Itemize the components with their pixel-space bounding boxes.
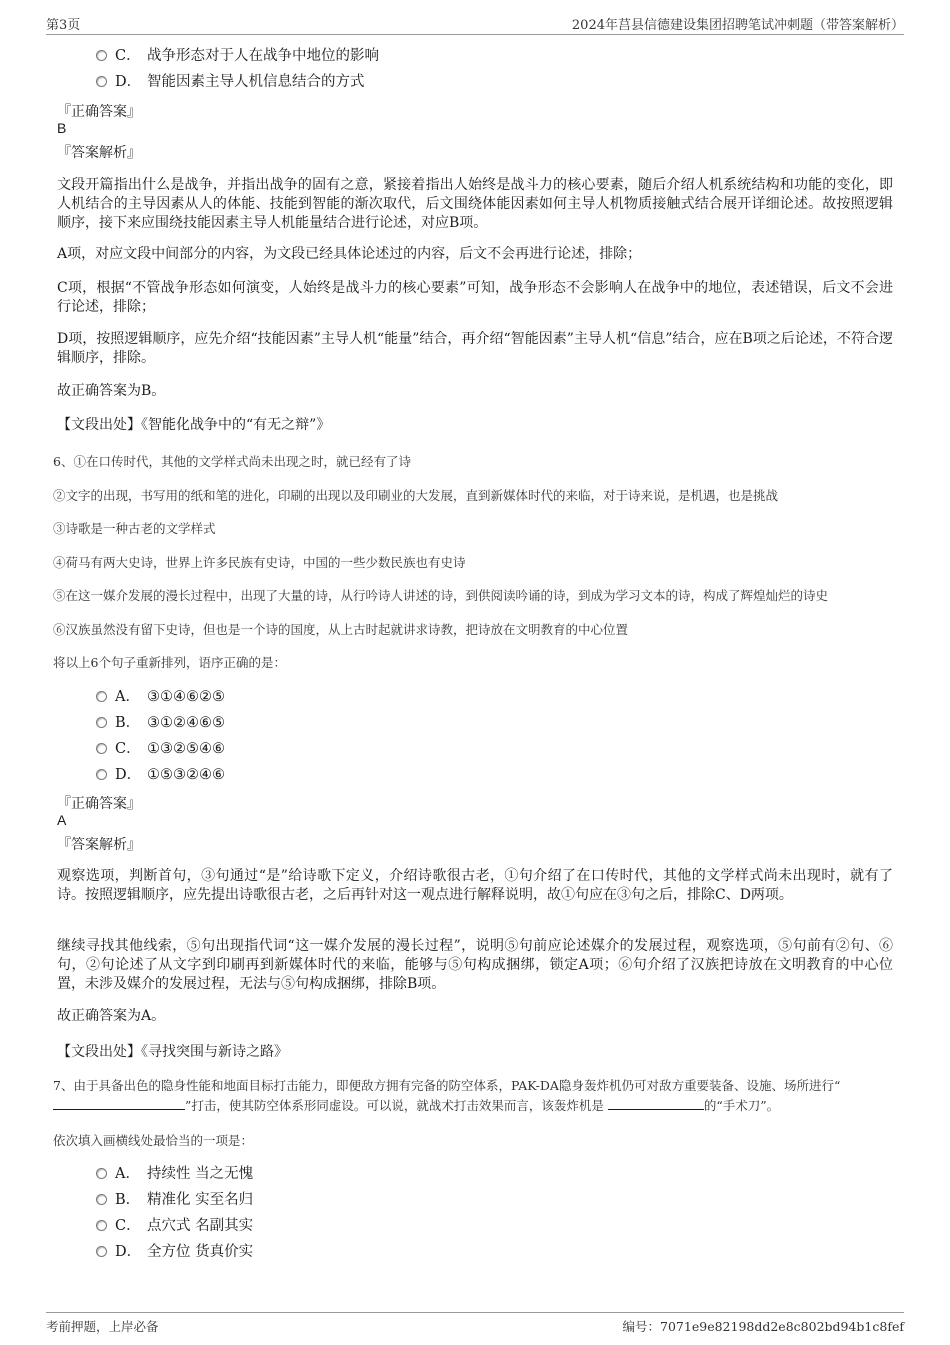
- page-number: 第3页: [46, 18, 81, 33]
- analysis-paragraph: D项，按照逻辑顺序，应先介绍“技能因素”主导人机“能量”结合，再介绍“智能因素”主导人机“信息”结合，应在B项之后论述，不符合逻辑顺序，排除。: [57, 331, 893, 366]
- radio-icon[interactable]: [96, 769, 107, 780]
- q6-prompt: 将以上6个句子重新排列，语序正确的是：: [53, 655, 286, 670]
- q7-option-c[interactable]: C． 点穴式 名副其实: [96, 1216, 253, 1236]
- page-footer: [46, 1312, 904, 1339]
- radio-icon[interactable]: [96, 1168, 107, 1179]
- q6-option-b[interactable]: B． ③①②④⑥⑤: [96, 713, 225, 733]
- radio-icon[interactable]: [96, 1220, 107, 1231]
- correct-answer-value: A: [57, 812, 67, 828]
- radio-icon[interactable]: [96, 50, 107, 61]
- q5-option-d[interactable]: D． 智能因素主导人机信息结合的方式: [96, 72, 365, 92]
- q6-sentence: 6、①在口传时代，其他的文学样式尚未出现之时，就已经有了诗: [53, 454, 411, 469]
- radio-icon[interactable]: [96, 76, 107, 87]
- analysis-paragraph: 观察选项，判断首句，③句通过“是”给诗歌下定义，介绍诗歌很古老，①句介绍了在口传时代，其他的文学样式尚未出现时，就有了诗。按照逻辑顺序，应先提出诗歌很古老，之后再针对这一观点进行解释说明，故①句应在③句之后，排除C、D两项。: [57, 868, 893, 903]
- q7-option-d[interactable]: D． 全方位 货真价实: [96, 1242, 253, 1262]
- analysis-paragraph: C项，根据“不管战争形态如何演变，人始终是战斗力的核心要素”可知，战争形态不会影响人在战争中的地位，表述错误，后文不会进行论述，排除；: [57, 280, 893, 315]
- analysis-paragraph: 文段开篇指出什么是战争，并指出战争的固有之意，紧接着指出人始终是战斗力的核心要素，随后介绍人机系统结构和功能的变化，即人机结合的主导因素从人的体能、技能到智能的渐次取代，后文围绕体能因素如何主导人机物质接触式结合展开详细论述。故按照逻辑顺序，接下来应围绕技能因素主导人机能量结合进行论述，对应B项。: [57, 177, 893, 231]
- analysis-label: 『答案解析』: [57, 837, 141, 853]
- q7-prompt: 依次填入画横线处最恰当的一项是：: [53, 1133, 254, 1148]
- analysis-conclusion: 故正确答案为A。: [57, 1008, 166, 1024]
- analysis-paragraph: A项，对应文段中间部分的内容，为文段已经具体论述过的内容，后文不会再进行论述，排除；: [57, 246, 642, 262]
- q7-option-b[interactable]: B． 精准化 实至名归: [96, 1190, 253, 1210]
- radio-icon[interactable]: [96, 1194, 107, 1205]
- source-citation: 【文段出处】《智能化战争中的“有无之辩”》: [57, 417, 331, 433]
- radio-icon[interactable]: [96, 691, 107, 702]
- q6-sentence: ⑤在这一媒介发展的漫长过程中，出现了大量的诗，从行吟诗人讲述的诗，到供阅读吟诵的诗，到成为学习文本的诗，构成了辉煌灿烂的诗史: [53, 588, 829, 603]
- correct-answer-value: B: [57, 120, 67, 136]
- analysis-conclusion: 故正确答案为B。: [57, 383, 166, 399]
- q6-sentence: ②文字的出现，书写用的纸和笔的进化，印刷的出现以及印刷业的大发展，直到新媒体时代的来临，对于诗来说，是机遇，也是挑战: [53, 488, 779, 503]
- analysis-label: 『答案解析』: [57, 145, 141, 161]
- q6-option-c[interactable]: C． ①③②⑤④⑥: [96, 739, 225, 759]
- document-title: 2024年莒县信德建设集团招聘笔试冲刺题（带答案解析）: [571, 18, 904, 33]
- radio-icon[interactable]: [96, 743, 107, 754]
- q6-option-a[interactable]: A． ③①④⑥②⑤: [96, 687, 225, 707]
- q6-option-d[interactable]: D． ①⑤③②④⑥: [96, 765, 225, 785]
- page-header: [46, 12, 904, 35]
- analysis-paragraph: 继续寻找其他线索，⑤句出现指代词“这一媒介发展的漫长过程”，说明⑤句前应论述媒介的发展过程，观察选项，⑤句前有②句、⑥句，②句论述了从文字到印刷再到新媒体时代的来临，能够与⑤句构成捆绑，锁定A项；⑥句介绍了汉族把诗放在文明教育的中心位置，未涉及媒介的发展过程，无法与⑤句构成捆绑，排除B项。: [57, 938, 893, 992]
- fill-blank-1[interactable]: [53, 1097, 185, 1110]
- source-citation: 【文段出处】《寻找突围与新诗之路》: [57, 1044, 288, 1060]
- radio-icon[interactable]: [96, 717, 107, 728]
- document-code: 编号：7071e9e82198dd2e8c802bd94b1c8fef: [622, 1319, 904, 1334]
- q6-sentence: ④荷马有两大史诗，世界上许多民族有史诗，中国的一些少数民族也有史诗: [53, 555, 466, 570]
- footer-slogan: 考前押题，上岸必备: [46, 1319, 159, 1334]
- q6-sentence: ⑥汉族虽然没有留下史诗，但也是一个诗的国度，从上古时起就讲求诗教，把诗放在文明教育的中心位置: [53, 622, 629, 637]
- correct-answer-label: 『正确答案』: [57, 796, 141, 812]
- q5-option-c[interactable]: C． 战争形态对于人在战争中地位的影响: [96, 46, 379, 66]
- fill-blank-2[interactable]: [608, 1097, 704, 1110]
- radio-icon[interactable]: [96, 1246, 107, 1257]
- correct-answer-label: 『正确答案』: [57, 104, 141, 120]
- q7-stem-line1: 7、由于具备出色的隐身性能和地面目标打击能力，即便敌方拥有完备的防空体系，PAK-DA隐身轰炸机仍可对敌方重要装备、设施、场所进行“: [53, 1078, 841, 1093]
- q7-stem-line2: ”打击，使其防空体系形同虚设。可以说，就战术打击效果而言，该轰炸机是 的“手术刀”。: [53, 1096, 779, 1114]
- q6-sentence: ③诗歌是一种古老的文学样式: [53, 521, 216, 536]
- q7-option-a[interactable]: A． 持续性 当之无愧: [96, 1164, 253, 1184]
